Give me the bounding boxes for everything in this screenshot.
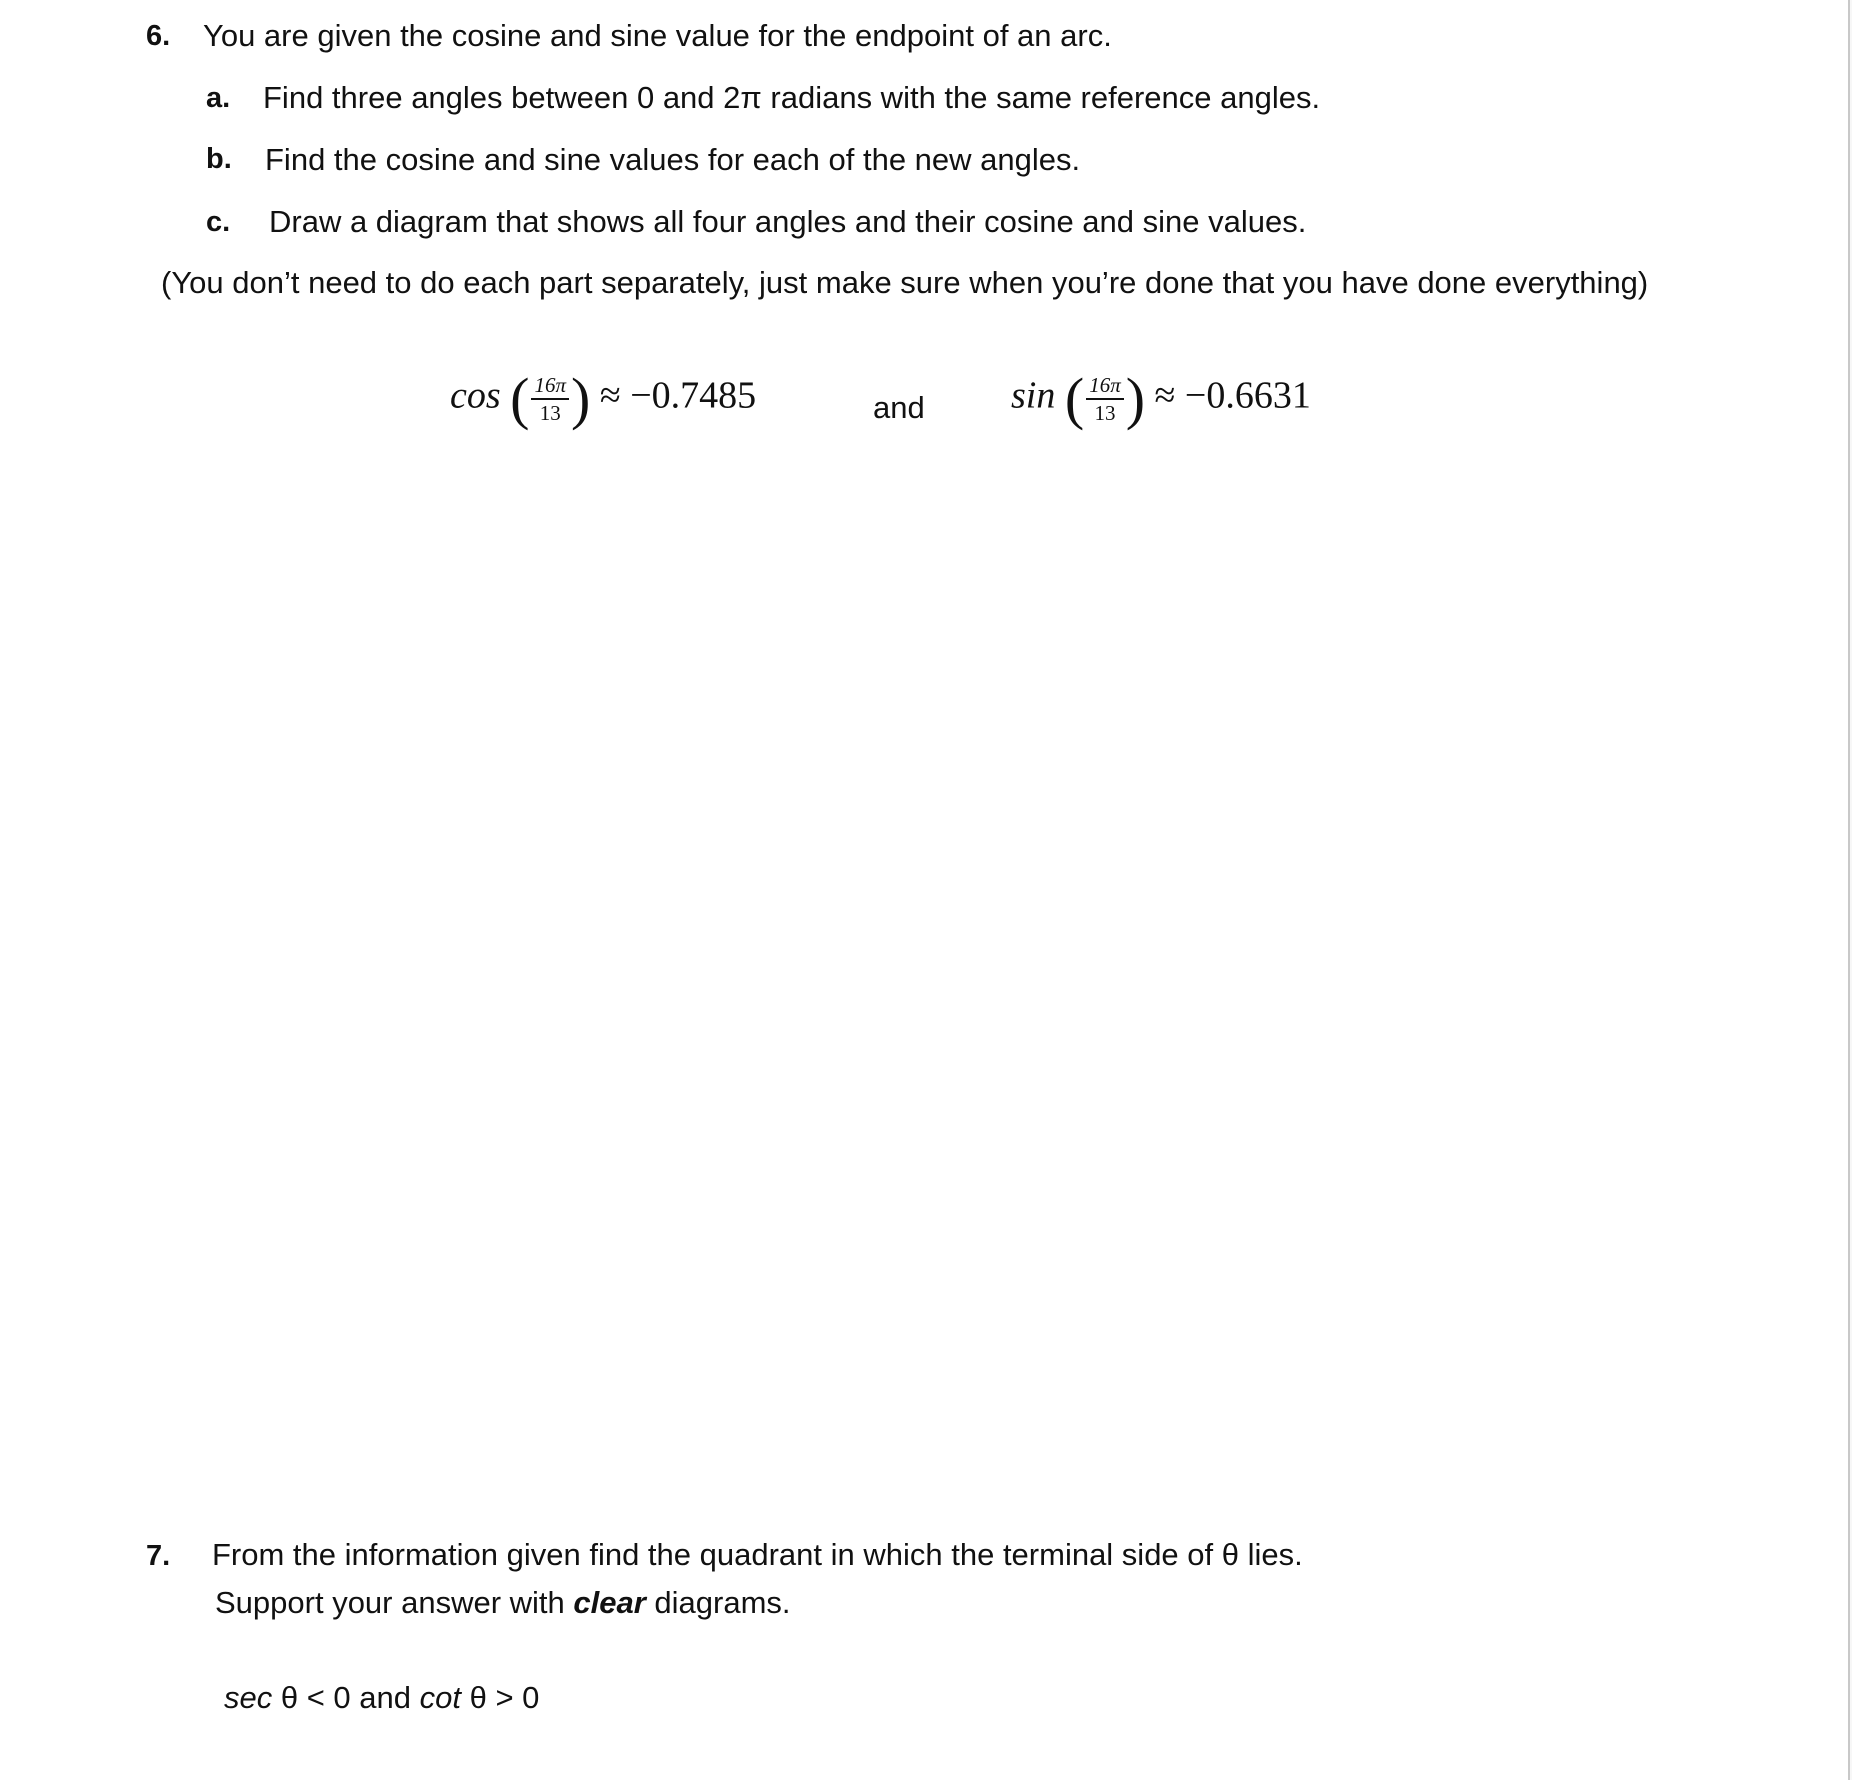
q6-note: (You don’t need to do each part separately, just make sure when you’re done that you have done everything) [161, 265, 1649, 300]
q6-part-c-text: Draw a diagram that shows all four angles and their cosine and sine values. [269, 204, 1307, 239]
cos-expression [450, 366, 757, 431]
sin-expression [1011, 366, 1311, 431]
right-paren: ) [1125, 366, 1146, 431]
sec-inequality: θ < 0 and [272, 1680, 420, 1715]
sin-denominator: 13 [1094, 400, 1116, 425]
q6-part-b-label: b. [206, 143, 232, 175]
cos-approx: ≈ −0.7485 [599, 374, 757, 417]
cos-numerator: 16π [531, 374, 569, 399]
q6-part-a-label: a. [206, 82, 231, 114]
cot-function: cot [419, 1680, 461, 1715]
q7-line2-emphasis: clear [573, 1585, 646, 1620]
q7-condition [224, 1680, 539, 1716]
cos-denominator: 13 [539, 400, 561, 425]
sin-numerator: 16π [1086, 374, 1124, 399]
q7-line2-start: Support your answer with [215, 1585, 574, 1620]
q6-part-a-text: Find three angles between 0 and 2π radians with the same reference angles. [263, 80, 1321, 115]
q6-part-b-text: Find the cosine and sine values for each of the new angles. [265, 142, 1081, 177]
left-paren: ( [510, 366, 530, 431]
right-paren: ) [571, 366, 591, 431]
q7-line2-end: diagrams. [645, 1585, 791, 1620]
sin-function: sin [1011, 374, 1056, 417]
q7-line2 [215, 1585, 791, 1621]
cos-function: cos [450, 374, 501, 417]
and-joiner: and [873, 390, 925, 425]
sin-fraction [1086, 374, 1124, 423]
left-paren: ( [1064, 366, 1085, 431]
q6-prompt: You are given the cosine and sine value for the endpoint of an arc. [203, 18, 1112, 53]
q7-line1: From the information given find the quadrant in which the terminal side of θ lies. [212, 1537, 1303, 1572]
q7-number: 7. [146, 1540, 171, 1572]
sin-approx: ≈ −0.6631 [1154, 374, 1311, 417]
q6-part-c-label: c. [206, 206, 231, 238]
sec-function: sec [224, 1680, 273, 1715]
cot-inequality: θ > 0 [460, 1680, 540, 1715]
cos-fraction [531, 374, 569, 423]
q6-number: 6. [146, 20, 171, 52]
